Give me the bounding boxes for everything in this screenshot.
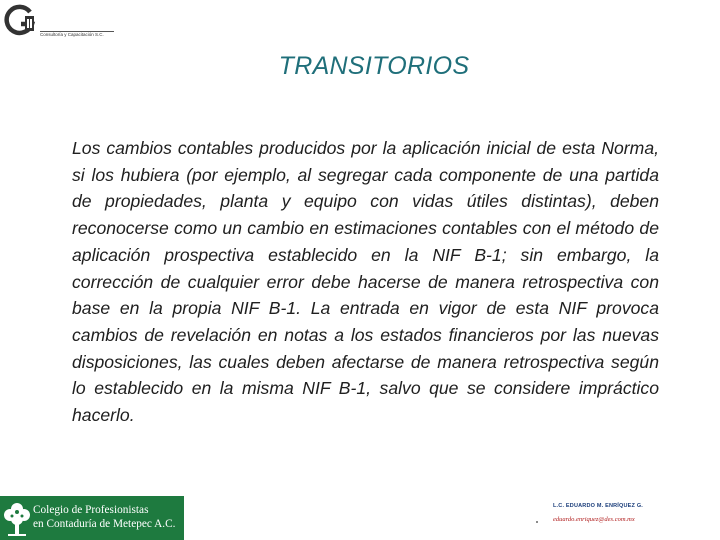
logo-caption: Consultoría y Capacitación S.C. [40, 32, 104, 37]
college-name-line2: en Contaduría de Metepec A.C. [33, 518, 176, 530]
company-logo-mark [4, 4, 40, 38]
tree-icon [2, 500, 32, 538]
college-name-line1: Colegio de Profesionistas [33, 504, 149, 516]
footer-dot [536, 521, 538, 523]
company-logo [4, 4, 114, 38]
presenter-name: L.C. EDUARDO M. ENRÍQUEZ G. [553, 503, 644, 509]
slide-title: TRANSITORIOS [278, 52, 470, 80]
presenter-email[interactable]: eduardo.enriquez@des.com.mx [553, 516, 635, 523]
slide-body-text: Los cambios contables producidos por la aplicación inicial de esta Norma, si los hubiera (por ejemplo, al segregar cada componente de una partida de propiedades, planta y equipo con vidas útiles distintas), deben reconocerse como un cambio en estimaciones contables con el método de aplicación prospectiva establecido en la NIF B-1; sin embargo, la corrección de cualquier error debe hacerse de manera retrospectiva con base en la propia NIF B-1. La entrada en vigor de esta NIF provoca cambios de revelación en notas a los estados financieros por las nuevas disposiciones, las cuales deben afectarse de manera retrospectiva según lo establecido en la misma NIF B-1, salvo que se considere impráctico hacerlo. [72, 138, 659, 426]
college-logo-banner [0, 496, 184, 540]
